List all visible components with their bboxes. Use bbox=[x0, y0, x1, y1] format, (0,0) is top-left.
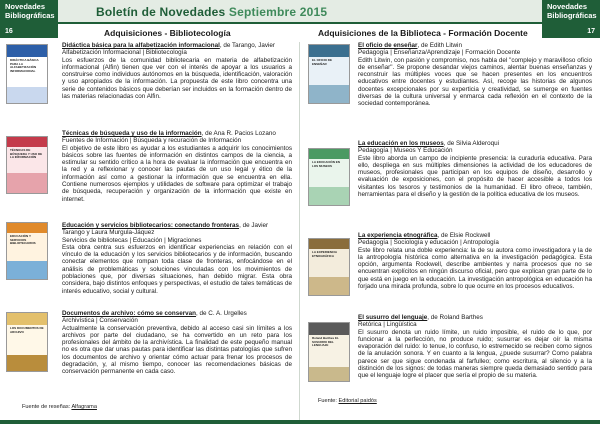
review-source-left bbox=[22, 404, 97, 410]
book-cover-7 bbox=[308, 238, 350, 296]
review-source-left-label: Fuente de reseñas: bbox=[22, 404, 72, 410]
badge-left-label: Novedades Bibliográficas bbox=[5, 2, 55, 20]
section-title-left: Adquisiciones - Bibliotecología bbox=[104, 28, 231, 38]
entry-left-4-body: Actualmente la conservación preventiva, debido al acceso casi sin límites a los archivos por parte del ciudadano, se ha convertido en un reto para los profesionales del ámbito de la archivística. La finalidad de este pequeño manual no es otra que dar unas pautas para identificar las distintas patologías que sufren los documentos de archivo y orientar cómo actuar para frenar los procesos de degradación, y, al mismo tiempo, conocer las recomendaciones básicas de conservación permanente en cada caso. bbox=[62, 324, 292, 376]
entry-right-3 bbox=[358, 232, 592, 290]
review-source-left-link[interactable]: Alfagrama bbox=[71, 404, 97, 410]
issue-title bbox=[96, 5, 327, 19]
entry-right-3-tags: Pedagogía | Sociología y educación | Antropología bbox=[358, 239, 499, 247]
issue-title-main: Boletín de Novedades bbox=[96, 5, 229, 19]
entry-left-4-title: Documentos de archivo: cómo se conservan bbox=[62, 310, 197, 317]
book-cover-1-title: DIDÁCTICA BÁSICA PARA LA ALFABETIZACIÓN INFORMACIONAL bbox=[10, 58, 39, 73]
entry-left-2-title: Técnicas de búsqueda y uso de la información bbox=[62, 130, 202, 137]
book-cover-5 bbox=[308, 44, 350, 104]
bottom-rule bbox=[0, 420, 600, 424]
entry-left-2-body: El objetivo de este libro es ayudar a los estudiantes a adquirir los conocimientos básicos sobre las fuentes de información en distintos campos de la ciencia, a estimular su sentido crítico a la hora de evaluar la información que encuentra en la red y a reflexionar y conocer las pautas de un uso legal y ético de la información así como a gestionar la información que se encuentra en ella. Contiene numerosos ejemplos y utilidades de software para optimizar el trabajo de búsqueda, recuperación y organización de la información que existe en internet. bbox=[62, 144, 292, 203]
entry-right-2-author: , de Silvia Alderoqui bbox=[443, 140, 500, 147]
entry-right-2-title: La educación en los museos bbox=[358, 140, 444, 147]
entry-left-2-author: , de Ana R. Pacios Lozano bbox=[201, 130, 276, 137]
entry-right-4 bbox=[358, 314, 592, 380]
badge-left bbox=[0, 0, 58, 38]
page-number-right: 17 bbox=[587, 28, 595, 35]
entry-right-4-title: El susurro del lenguaje bbox=[358, 314, 428, 321]
section-title-right: Adquisiciones de la Biblioteca - Formación Docente bbox=[318, 28, 528, 38]
entry-left-1-title: Didáctica básica para la alfabetización informacional bbox=[62, 42, 220, 49]
book-cover-6 bbox=[308, 148, 350, 206]
entry-right-3-title: La experiencia etnográfica bbox=[358, 232, 438, 239]
entry-left-1-author: , de Tarango, Javier bbox=[219, 42, 276, 49]
entry-right-2-tags: Pedagogía | Museos Y Educación bbox=[358, 147, 453, 155]
badge-right-label: Novedades Bibliográficas bbox=[547, 2, 597, 20]
entry-right-1 bbox=[358, 42, 592, 108]
book-cover-2-title: TÉCNICAS DE BÚSQUEDA Y USO DE LA INFORMACIÓN bbox=[10, 148, 43, 159]
entry-left-2-tags: Fuentes de Información | Búsqueda y recuración de Información bbox=[62, 137, 242, 145]
entry-left-3-title: Educación y servicios bibliotecarios: conectando fronteras bbox=[62, 222, 240, 229]
page-divider bbox=[299, 42, 300, 422]
entry-left-3-body: Esta obra centra sus esfuerzos en identificar experiencias en relación con el vínculo de la educación y los servicios bibliotecarios y de información, buscando conectar elementos que rompan toda clase de fronteras, enfocándose en el análisis de problemáticas y soluciones vinculadas con los movimientos de poblaciones que, por diversas situaciones, han debido migrar. Esta obra considera, bajo distintos enfoques y perspectivas, el estudio de tales temáticas de interés educativo, social y cultural. bbox=[62, 243, 292, 295]
book-cover-4-title: LOS DOCUMENTOS DE ARCHIVO bbox=[10, 326, 44, 334]
entry-left-3-tags: Servicios de bibliotecas | Educación | Migraciones bbox=[62, 236, 202, 244]
book-cover-8-title: Roland Barthes EL SUSURRO DEL LENGUAJE bbox=[312, 336, 339, 347]
book-cover-2 bbox=[6, 136, 48, 194]
entry-left-3 bbox=[62, 222, 292, 295]
entry-right-1-body: Edith Litwin, con pasión y compromiso, nos habla del "complejo y maravilloso oficio de enseñar". Se propone desandar viejos caminos, alentar buenas enseñanzas y reconstruir las múltiples voces que se hacen presentes en los encuentros educativos entre docentes y estudiantes. Así, recoge las historias de algunos docentes excepcionales por su experticia y creatividad, se sumerge en fuentes diversas de la cultura universal y enmarca cada reflexión en el contexto de la sociedad contemporánea. bbox=[358, 56, 592, 108]
entry-right-2-body: Este libro aborda un campo de incipiente presencia: la curaduría educativa. Para ello, despliega en sus múltiples dimensiones la actividad de los educadores de museos, profesionales que participan en los equipos de diseño, desarrollo y evaluación de exposiciones, con el propósito de hacer accesible a todos los visitantes los tesoros y testimonios de la humanidad. El libro ofrece, también, herramientas para el diseño y la gestión de la política educativa de los museos. bbox=[358, 154, 592, 199]
book-cover-3 bbox=[6, 222, 48, 280]
review-source-right-label: Fuente: bbox=[318, 398, 339, 404]
book-cover-6-title: LA EDUCACIÓN EN LOS MUSEOS bbox=[312, 160, 340, 168]
entry-right-4-author: , de Roland Barthes bbox=[427, 314, 483, 321]
entry-right-1-tags: Pedagogía | Enseñanza/Aprendizaje | Formación Docente bbox=[358, 49, 521, 57]
entry-left-4-tags: Archivística | Conservación bbox=[62, 317, 138, 325]
entry-right-4-tags: Retórica | Lingüística bbox=[358, 321, 417, 329]
entry-right-3-body: Este libro relata una doble experiencia: la de su autora como investigadora y la de la antropología histórica como alternativa en la investigación pedagógica. Esta opción, argumenta Rockwell, describe ambientes y narra procesos que no se encuentran explícitos en ningún discurso oficial, pero que explican gran parte de lo que está en juego en la educación. La investigación antropológica en educación ha forjado una mirada profunda, sobre lo que ocurre en los procesos educativos. bbox=[358, 246, 592, 291]
entry-left-2 bbox=[62, 130, 292, 203]
page-number-left: 16 bbox=[5, 28, 13, 35]
entry-left-1 bbox=[62, 42, 292, 100]
entry-right-1-author: , de Edith Litwin bbox=[417, 42, 462, 49]
entry-left-4-author: , de C. A. Urgelles bbox=[196, 310, 247, 317]
entry-right-4-body: El susurro denota un ruido límite, un ruido imposible, el ruido de lo que, por funcionar a la perfección, no produce ruido; susurrar es dejar oír la misma evaporación del ruido: lo tenue, lo confuso, lo estremecido se reciben como signos de la anulación sonora. Y en cuanto a la lengua, ¿puede susurrar? Como palabra parece ser que sigue condenada al farfulleo; como escritura, al silencio y a la distinción de los signos: de todas maneras siempre queda demasiado sentido para que el lenguaje logre el placer que sería el propio de su materia. bbox=[358, 328, 592, 380]
book-cover-4 bbox=[6, 312, 48, 372]
book-cover-8 bbox=[308, 322, 350, 382]
entry-left-3-author: , de Javier Tarango y Laura Murgula-Jáquez bbox=[62, 222, 269, 237]
review-source-right bbox=[318, 398, 377, 404]
entry-right-2 bbox=[358, 140, 592, 198]
entry-right-1-title: El oficio de enseñar bbox=[358, 42, 418, 49]
review-source-right-link[interactable]: Editorial paidós bbox=[338, 398, 377, 404]
badge-right bbox=[542, 0, 600, 38]
book-cover-1 bbox=[6, 44, 48, 104]
entry-left-4 bbox=[62, 310, 292, 376]
book-cover-5-title: EL OFICIO DE ENSEÑAR bbox=[312, 58, 332, 66]
issue-month: Septiembre 2015 bbox=[228, 5, 328, 19]
entry-left-1-body: Los esfuerzos de la comunidad bibliotecaria en materia de alfabetización informacional (Alfin) tienen que ver con el interés de apoyar a los usuarios a construirse como individuos autónomos en la búsqueda, identificación, valoración y uso apropiados de la información. La propuesta de este libro concentra una serie de contenidos básicos que deberían ser incluidos en la formación dentro de las materias relacionadas con Alfin. bbox=[62, 56, 292, 101]
book-cover-7-title: LA EXPERIENCIA ETNOGRÁFICA bbox=[312, 250, 337, 258]
entry-right-3-author: , de Elsie Rockwell bbox=[437, 232, 491, 239]
entry-left-1-tags: Alfabetización Informacional | Bibliotecología bbox=[62, 49, 187, 57]
book-cover-3-title: EDUCACIÓN Y SERVICIOS BIBLIOTECARIOS bbox=[10, 234, 36, 245]
